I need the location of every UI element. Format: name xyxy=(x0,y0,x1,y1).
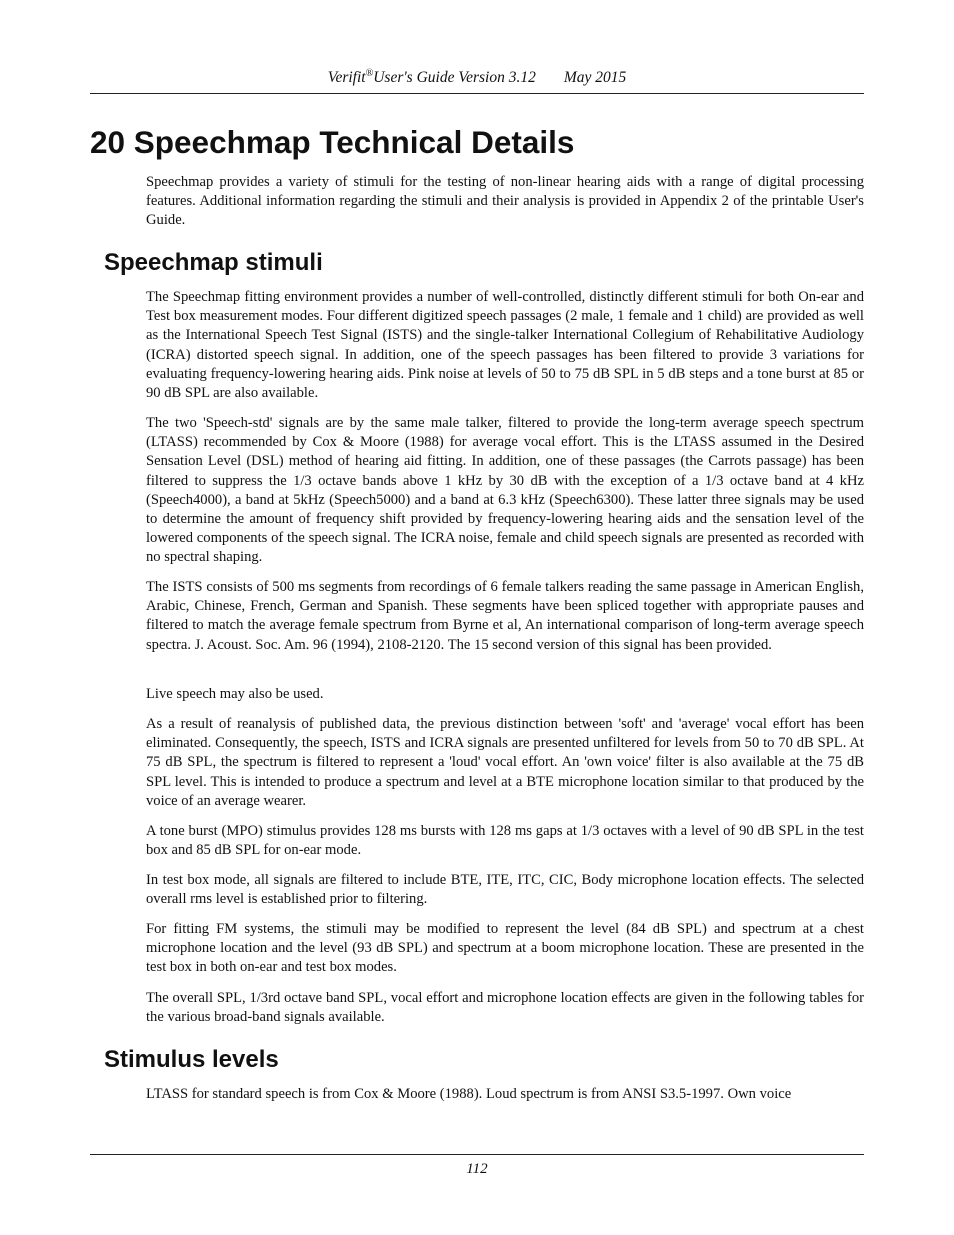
paragraph-speech-std: The two 'Speech-std' signals are by the same male talker, filtered to provide the long-term average speech spectrum (LTASS) recommended by Cox & Moore (1988) for average vocal effort. This is the LTASS assumed in the Desired Sensation Level (DSL) method of hearing aid fitting. In addition, one of these passages (the Carrots passage) has been filtered to suppress the 1/3 octave bands above 1 kHz by 30 dB with the exception of a 1/3 octave band at 4 kHz (Speech4000), a band at 5kHz (Speech5000) and a band at 6.3 kHz (Speech6300). These latter three signals may be used to determine the amount of frequency shift provided by frequency-lowering hearing aids and the sensation level of the lowered components of the speech signal. The ICRA noise, female and child speech signals are presented as recorded with no spectral shaping. xyxy=(146,415,864,566)
section-heading-stimulus-levels: Stimulus levels xyxy=(104,1046,279,1073)
chapter-title: 20 Speechmap Technical Details xyxy=(90,124,575,160)
header-rule xyxy=(90,93,864,94)
header-title: User's Guide Version 3.12 xyxy=(373,69,536,86)
page-number: 112 xyxy=(466,1161,488,1177)
paragraph-test-box-mode: In test box mode, all signals are filtered to include BTE, ITE, ITC, CIC, Body microphone location effects. The selected overall rms level is established prior to filtering. xyxy=(146,872,864,908)
paragraph-fm-systems: For fitting FM systems, the stimuli may be modified to represent the level (84 dB SPL) and spectrum at a chest microphone location and the level (93 dB SPL) and spectrum at a boom microphone location. These are presented in the test box in both on-ear and test box modes. xyxy=(146,921,864,976)
footer-rule xyxy=(90,1154,864,1155)
paragraph-stimuli-overview: The Speechmap fitting environment provides a number of well-controlled, distinctly different stimuli for both On-ear and Test box measurement modes. Four different digitized speech passages (2 male, 1 female and 1 child) are provided as well as the International Speech Test Signal (ISTS) and the single-talker International Collegium of Rehabilitative Audiology (ICRA) distorted speech signal. In addition, one of the speech passages has been filtered to provide 3 variations for evaluating frequency-lowering hearing aids. Pink noise at levels of 50 to 75 dB SPL in 5 dB steps and a tone burst at 85 or 90 dB SPL are also available. xyxy=(146,289,864,402)
paragraph-tables-intro: The overall SPL, 1/3rd octave band SPL, vocal effort and microphone location effects are given in the following tables for the various broad-band signals available. xyxy=(146,990,864,1026)
chapter-intro: Speechmap provides a variety of stimuli for the testing of non-linear hearing aids with a range of digital processing features. Additional information regarding the stimuli and their analysis is provided in Appendix 2 of the printable User's Guide. xyxy=(146,174,864,229)
registered-mark: ® xyxy=(365,67,374,79)
running-header xyxy=(90,68,864,88)
paragraph-live-speech: Live speech may also be used. xyxy=(146,686,324,702)
header-date: May 2015 xyxy=(563,69,627,86)
paragraph-ists: The ISTS consists of 500 ms segments from recordings of 6 female talkers reading the same passage in American English, Arabic, Chinese, French, German and Spanish. These segments have been spliced together with appropriate pauses and filtered to match the average female spectrum from Byrne et al, An international comparison of long-term average speech spectra. J. Acoust. Soc. Am. 96 (1994), 2108-2120. The 15 second version of this signal has been provided. xyxy=(146,579,864,653)
section-heading-speechmap-stimuli: Speechmap stimuli xyxy=(104,249,323,276)
header-brand: Verifit xyxy=(327,69,366,86)
paragraph-tone-burst: A tone burst (MPO) stimulus provides 128 ms bursts with 128 ms gaps at 1/3 octaves with a level of 90 dB SPL in the test box and 85 dB SPL for on-ear mode. xyxy=(146,823,864,859)
paragraph-ltass: LTASS for standard speech is from Cox & Moore (1988). Loud spectrum is from ANSI S3.5-1997. Own voice xyxy=(146,1086,792,1102)
paragraph-vocal-effort: As a result of reanalysis of published data, the previous distinction between 'soft' and 'average' vocal effort has been eliminated. Consequently, the speech, ISTS and ICRA signals are presented unfiltered for levels from 50 to 70 dB SPL. At 75 dB SPL, the spectrum is filtered to represent a 'loud' vocal effort. An 'own voice' filter is also available at the 75 dB SPL level. This is intended to produce a spectrum and level at a BTE microphone location similar to that produced by the voice of an average wearer. xyxy=(146,716,864,809)
